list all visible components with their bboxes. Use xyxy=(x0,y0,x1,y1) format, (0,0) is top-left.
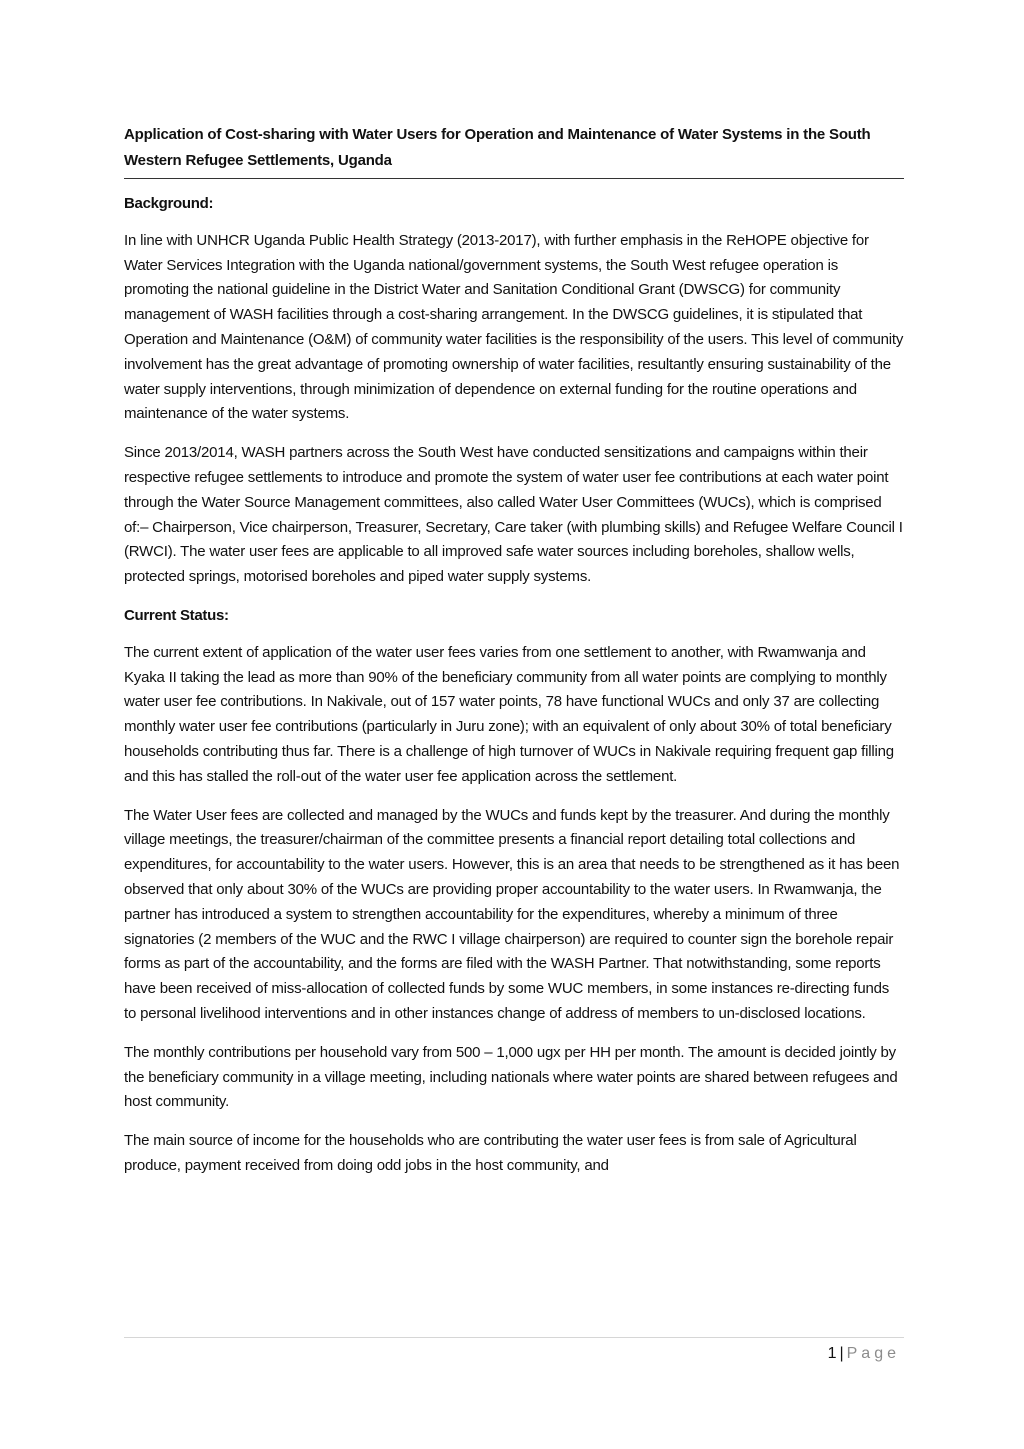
paragraph: Since 2013/2014, WASH partners across the South West have conducted sensitizations and campaigns within their respective refugee settlements to introduce and promote the system of water user fee contributions at each water point through the Water Source Management committees, also called Water User Committees (WUCs), which is comprised of:– Chairperson, Vice chairperson, Treasurer, Secretary, Care taker (with plumbing skills) and Refugee Welfare Council I (RWCI). The water user fees are applicable to all improved safe water sources including boreholes, shallow wells, protected springs, motorised boreholes and piped water supply systems. xyxy=(124,444,903,586)
page-footer xyxy=(828,1343,900,1365)
section-heading-background: Background: xyxy=(124,195,214,212)
footer-separator: | xyxy=(839,1345,844,1362)
paragraph: The current extent of application of the water user fees varies from one settlement to another, with Rwamwanja and Kyaka II taking the lead as more than 90% of the beneficiary community from all water points are complying to monthly water user fee contributions. In Nakivale, out of 157 water points, 78 have functional WUCs and only 37 are collecting monthly water user fee contributions (particularly in Juru zone); with an equivalent of only about 30% of total beneficiary households contributing thus far. There is a challenge of high turnover of WUCs in Nakivale requiring frequent gap filling and this has stalled the roll-out of the water user fee application across the settlement. xyxy=(124,643,894,785)
document-page xyxy=(124,122,904,1193)
paragraph: The Water User fees are collected and managed by the WUCs and funds kept by the treasurer. And during the monthly village meetings, the treasurer/chairman of the committee presents a financial report detailing total collections and expenditures, for accountability to the water users. However, this is an area that needs to be strengthened as it has been observed that only about 30% of the WUCs are providing proper accountability to the water users. In Rwamwanja, the partner has introduced a system to strengthen accountability for the expenditures, whereby a minimum of three signatories (2 members of the WUC and the RWC I village chairperson) are required to counter sign the borehole repair forms as part of the accountability, and the forms are filed with the WASH Partner. That notwithstanding, some reports have been received of miss-allocation of collected funds by some WUC members, in some instances re-directing funds to personal livelihood interventions and in other instances change of address of members to un-disclosed locations. xyxy=(124,806,900,1022)
paragraph: The main source of income for the households who are contributing the water user fees is from sale of Agricultural produce, payment received from doing odd jobs in the host community, and xyxy=(124,1132,857,1174)
paragraph: The monthly contributions per household vary from 500 – 1,000 ugx per HH per month. The amount is decided jointly by the beneficiary community in a village meeting, including nationals where water points are shared between refugees and host community. xyxy=(124,1043,898,1111)
paragraph: In line with UNHCR Uganda Public Health Strategy (2013-2017), with further emphasis in the ReHOPE objective for Water Services Integration with the Uganda national/government systems, the South West refugee operation is promoting the national guideline in the District Water and Sanitation Conditional Grant (DWSCG) for community management of WASH facilities through a cost-sharing arrangement. In the DWSCG guidelines, it is stipulated that Operation and Maintenance (O&M) of community water facilities is the responsibility of the users. This level of community involvement has the great advantage of promoting ownership of water facilities, resultantly ensuring sustainability of the water supply interventions, through minimization of dependence on external funding for the routine operations and maintenance of the water systems. xyxy=(124,231,904,423)
document-title: Application of Cost-sharing with Water Users for Operation and Maintenance of Water Systems in the South Western Refugee Settlements, Uganda xyxy=(124,122,904,179)
page-label: Page xyxy=(846,1345,900,1362)
footer-divider xyxy=(124,1337,904,1338)
section-heading-current-status: Current Status: xyxy=(124,606,229,624)
page-number: 1 xyxy=(827,1345,837,1362)
